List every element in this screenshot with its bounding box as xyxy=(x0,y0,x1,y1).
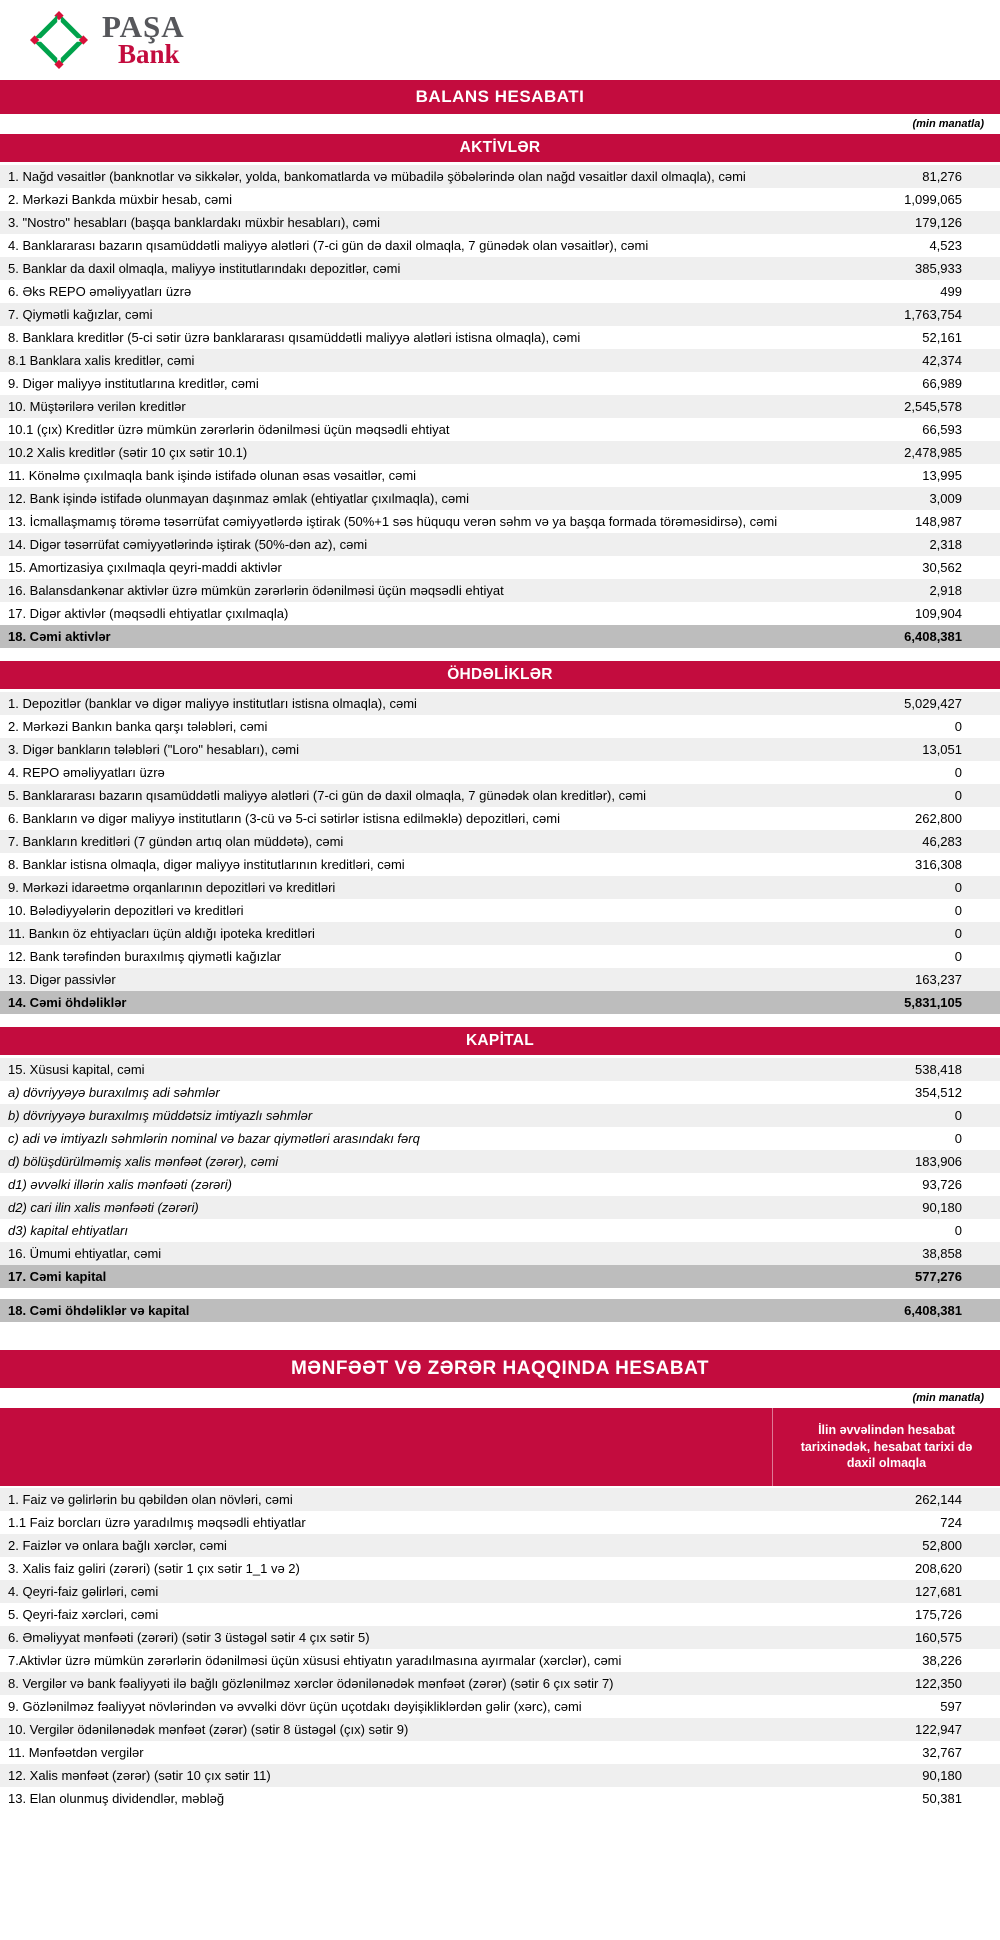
table-row xyxy=(0,1081,1000,1104)
table-row xyxy=(0,1265,1000,1288)
row-label: 8. Banklar istisna olmaqla, digər maliyyə institutlarının kreditləri, cəmi xyxy=(8,856,405,872)
row-value: 2,918 xyxy=(929,583,962,598)
row-value: 0 xyxy=(954,926,962,941)
section-gap xyxy=(0,648,1000,661)
row-value: 2,318 xyxy=(929,537,962,552)
table-row xyxy=(0,1173,1000,1196)
row-value: 13,995 xyxy=(922,468,962,483)
table-row xyxy=(0,876,1000,899)
row-value: 577,276 xyxy=(915,1269,962,1284)
table-row xyxy=(0,579,1000,602)
row-value: 52,161 xyxy=(922,330,962,345)
table-row xyxy=(0,922,1000,945)
table-row xyxy=(0,761,1000,784)
table-row xyxy=(0,692,1000,715)
pnl-title: MƏNFƏƏT VƏ ZƏRƏR HAQQINDA HESABAT xyxy=(0,1350,1000,1388)
row-value: 90,180 xyxy=(922,1200,962,1215)
table-row xyxy=(0,1557,1000,1580)
row-value: 90,180 xyxy=(922,1768,962,1783)
row-value: 52,800 xyxy=(922,1538,962,1553)
row-value: 93,726 xyxy=(922,1177,962,1192)
row-label: 13. İcmallaşmamış törəmə təsərrüfat cəmiyyətlərdə iştirak (50%+1 səs hüququ verən səhm və ya başqa formada törəməsidirsə), cəmi xyxy=(8,513,778,529)
row-label: 8.1 Banklara xalis kreditlər, cəmi xyxy=(8,352,195,368)
row-value: 66,989 xyxy=(922,376,962,391)
table-row xyxy=(0,1649,1000,1672)
row-label: 2. Mərkəzi Bankın banka qarşı tələbləri, cəmi xyxy=(8,718,268,734)
row-label: b) dövriyyəyə buraxılmış müddətsiz imtiyazlı səhmlər xyxy=(8,1107,313,1123)
row-value: 5,831,105 xyxy=(904,995,962,1010)
row-label xyxy=(0,1291,850,1297)
logo-wordmark xyxy=(102,8,185,70)
row-label: 6. Əks REPO əməliyyatları üzrə xyxy=(8,283,192,299)
row-value: 183,906 xyxy=(915,1154,962,1169)
table-row xyxy=(0,510,1000,533)
row-label: 9. Digər maliyyə institutlarına kreditlər, cəmi xyxy=(8,375,259,391)
row-label: a) dövriyyəyə buraxılmış adi səhmlər xyxy=(8,1084,220,1100)
row-value: 262,144 xyxy=(915,1492,962,1507)
row-label: 10. Vergilər ödənilənədək mənfəət (zərər) (sətir 8 üstəgəl (çıx) sətir 9) xyxy=(8,1721,409,1737)
row-value: 1,763,754 xyxy=(904,307,962,322)
row-label: 1. Faiz və gəlirlərin bu qəbildən olan növləri, cəmi xyxy=(8,1491,293,1507)
table-row xyxy=(0,784,1000,807)
row-value: 354,512 xyxy=(915,1085,962,1100)
bottom-spacer xyxy=(0,1810,1000,1824)
table-row xyxy=(0,1741,1000,1764)
table-row xyxy=(0,625,1000,648)
row-value: 46,283 xyxy=(922,834,962,849)
row-value: 316,308 xyxy=(915,857,962,872)
row-value: 597 xyxy=(940,1699,962,1714)
table-row xyxy=(0,188,1000,211)
row-value: 160,575 xyxy=(915,1630,962,1645)
table-row xyxy=(0,234,1000,257)
row-value: 0 xyxy=(954,880,962,895)
row-value: 262,800 xyxy=(915,811,962,826)
row-label: 4. REPO əməliyyatları üzrə xyxy=(8,764,165,780)
table-row xyxy=(0,1787,1000,1810)
row-label: d) bölüşdürülməmiş xalis mənfəət (zərər), cəmi xyxy=(8,1153,279,1169)
row-label: 9. Gözlənilməz fəaliyyət növlərindən və əvvəlki dövr üçün uçotdakı dəyişikliklərdən gəlir (xərc), cəmi xyxy=(8,1698,582,1714)
row-value: 499 xyxy=(940,284,962,299)
table-row xyxy=(0,1764,1000,1787)
row-label: c) adi və imtiyazlı səhmlərin nominal və bazar qiymətləri arasındakı fərq xyxy=(8,1130,420,1146)
table-row xyxy=(0,1603,1000,1626)
table-row xyxy=(0,1695,1000,1718)
table-row xyxy=(0,349,1000,372)
row-value: 38,858 xyxy=(922,1246,962,1261)
row-value: 30,562 xyxy=(922,560,962,575)
table-row xyxy=(0,1718,1000,1741)
table-row xyxy=(0,211,1000,234)
row-value: 175,726 xyxy=(915,1607,962,1622)
row-label: 13. Elan olunmuş dividendlər, məbləğ xyxy=(8,1790,225,1806)
pnl-column-header-row xyxy=(0,1408,1000,1486)
liabilities-table xyxy=(0,692,1000,1014)
row-value: 538,418 xyxy=(915,1062,962,1077)
logo-text-pasha: PAŞA xyxy=(102,8,185,44)
pasha-bank-logo-icon xyxy=(30,11,88,69)
row-label: 14. Digər təsərrüfat cəmiyyətlərində iştirak (50%-dən az), cəmi xyxy=(8,536,368,552)
row-label: 17. Cəmi kapital xyxy=(8,1268,107,1284)
table-row xyxy=(0,280,1000,303)
bank-masthead xyxy=(0,0,1000,80)
row-value: 32,767 xyxy=(922,1745,962,1760)
row-label: d2) cari ilin xalis mənfəəti (zərəri) xyxy=(8,1199,199,1215)
row-label: d3) kapital ehtiyatları xyxy=(8,1222,128,1238)
row-label: 2. Mərkəzi Bankda müxbir hesab, cəmi xyxy=(8,191,232,207)
table-row xyxy=(0,303,1000,326)
table-row xyxy=(0,991,1000,1014)
table-row xyxy=(0,830,1000,853)
row-value: 0 xyxy=(954,1223,962,1238)
table-row xyxy=(0,487,1000,510)
row-value: 724 xyxy=(940,1515,962,1530)
pnl-header-spacer xyxy=(0,1408,772,1486)
row-label: 7.Aktivlər üzrə mümkün zərərlərin ödənilməsi üçün xüsusi ehtiyatın yaradılmasına ayırmalar (xərclər), cəmi xyxy=(8,1652,622,1668)
row-value: 385,933 xyxy=(915,261,962,276)
row-label: 18. Cəmi aktivlər xyxy=(8,628,111,644)
row-value: 122,947 xyxy=(915,1722,962,1737)
row-label: 10. Bələdiyyələrin depozitləri və kreditləri xyxy=(8,902,244,918)
table-row xyxy=(0,441,1000,464)
row-value: 1,099,065 xyxy=(904,192,962,207)
row-label: 1. Nağd vəsaitlər (banknotlar və sikkələr, yolda, bankomatlarda və mübadilə şöbələrində olan nağd vəsaitlər daxil olmaqla), cəmi xyxy=(8,168,746,184)
table-row xyxy=(0,1219,1000,1242)
balance-unit-note: (min manatla) xyxy=(912,118,984,130)
table-row xyxy=(0,602,1000,625)
capital-table xyxy=(0,1058,1000,1322)
row-label: 3. Xalis faiz gəliri (zərəri) (sətir 1 çıx sətir 1_1 və 2) xyxy=(8,1560,300,1576)
row-label: 12. Xalis mənfəət (zərər) (sətir 10 çıx sətir 11) xyxy=(8,1767,271,1783)
row-label: 2. Faizlər və onlara bağlı xərclər, cəmi xyxy=(8,1537,227,1553)
row-label: 3. "Nostro" hesabları (başqa banklardakı müxbir hesabları), cəmi xyxy=(8,214,380,230)
row-value: 38,226 xyxy=(922,1653,962,1668)
row-value: 66,593 xyxy=(922,422,962,437)
row-label: 1.1 Faiz borcları üzrə yaradılmış məqsədli ehtiyatlar xyxy=(8,1514,306,1530)
logo-text-bank: Bank xyxy=(118,39,180,70)
pnl-period-column-header: İlin əvvəlindən hesabat tarixinədək, hesabat tarixi də daxil olmaqla xyxy=(772,1408,1000,1486)
row-label: 7. Qiymətli kağızlar, cəmi xyxy=(8,306,153,322)
table-row xyxy=(0,968,1000,991)
table-row xyxy=(0,1580,1000,1603)
row-label: 5. Banklararası bazarın qısamüddətli maliyyə alətləri (7-ci gün də daxil olmaqla, 7 günədək olan kreditlər), cəmi xyxy=(8,787,647,803)
row-label: d1) əvvəlki illərin xalis mənfəəti (zərəri) xyxy=(8,1176,232,1192)
row-value: 4,523 xyxy=(929,238,962,253)
row-value: 0 xyxy=(954,1131,962,1146)
row-value: 109,904 xyxy=(915,606,962,621)
row-value: 127,681 xyxy=(915,1584,962,1599)
row-label: 18. Cəmi öhdəliklər və kapital xyxy=(8,1302,190,1318)
table-row xyxy=(0,395,1000,418)
row-value: 179,126 xyxy=(915,215,962,230)
balance-sheet-title: BALANS HESABATI xyxy=(0,80,1000,114)
row-value: 0 xyxy=(954,719,962,734)
row-value: 6,408,381 xyxy=(904,629,962,644)
table-row xyxy=(0,165,1000,188)
table-row xyxy=(0,1058,1000,1081)
row-label: 14. Cəmi öhdəliklər xyxy=(8,994,127,1010)
row-label: 16. Balansdankənar aktivlər üzrə mümkün zərərlərin ödənilməsi üçün məqsədli ehtiyat xyxy=(8,582,504,598)
row-label: 11. Mənfəətdən vergilər xyxy=(8,1744,144,1760)
row-value: 5,029,427 xyxy=(904,696,962,711)
pnl-unit-note: (min manatla) xyxy=(912,1392,984,1404)
table-row xyxy=(0,257,1000,280)
row-value: 0 xyxy=(954,903,962,918)
row-label: 12. Bank tərəfindən buraxılmış qiymətli kağızlar xyxy=(8,948,282,964)
row-label: 11. Könəlmə çıxılmaqla bank işində istifadə olunan əsas vəsaitlər, cəmi xyxy=(8,467,417,483)
table-row xyxy=(0,1299,1000,1322)
row-value: 208,620 xyxy=(915,1561,962,1576)
table-row xyxy=(0,1672,1000,1695)
pnl-table xyxy=(0,1488,1000,1810)
row-value: 163,237 xyxy=(915,972,962,987)
table-row xyxy=(0,1626,1000,1649)
row-value: 0 xyxy=(954,765,962,780)
row-value: 0 xyxy=(954,1108,962,1123)
liabilities-section-header: ÖHDƏLİKLƏR xyxy=(0,661,1000,689)
row-label: 1. Depozitlər (banklar və digər maliyyə institutları istisna olmaqla), cəmi xyxy=(8,695,417,711)
row-value: 2,478,985 xyxy=(904,445,962,460)
table-row xyxy=(0,1242,1000,1265)
assets-table xyxy=(0,165,1000,648)
row-label: 3. Digər bankların tələbləri ("Loro" hesabları), cəmi xyxy=(8,741,300,757)
table-row xyxy=(0,372,1000,395)
row-value: 0 xyxy=(954,949,962,964)
row-label: 5. Banklar da daxil olmaqla, maliyyə institutlarındakı depozitlər, cəmi xyxy=(8,260,401,276)
row-label: 10. Müştərilərə verilən kreditlər xyxy=(8,398,186,414)
row-label: 6. Əməliyyat mənfəəti (zərəri) (sətir 3 üstəgəl sətir 4 çıx sətir 5) xyxy=(8,1629,370,1645)
row-label: 5. Qeyri-faiz xərcləri, cəmi xyxy=(8,1606,159,1622)
table-row xyxy=(0,1150,1000,1173)
row-value: 13,051 xyxy=(922,742,962,757)
row-label: 17. Digər aktivlər (məqsədli ehtiyatlar çıxılmaqla) xyxy=(8,605,289,621)
table-row xyxy=(0,1196,1000,1219)
row-value: 148,987 xyxy=(915,514,962,529)
table-row xyxy=(0,738,1000,761)
row-label: 12. Bank işində istifadə olunmayan daşınmaz əmlak (ehtiyatlar çıxılmaqla), cəmi xyxy=(8,490,469,506)
table-row xyxy=(0,326,1000,349)
table-row xyxy=(0,464,1000,487)
table-row xyxy=(0,1488,1000,1511)
row-label: 16. Ümumi ehtiyatlar, cəmi xyxy=(8,1245,162,1261)
row-label: 15. Xüsusi kapital, cəmi xyxy=(8,1061,145,1077)
row-label: 4. Qeyri-faiz gəlirləri, cəmi xyxy=(8,1583,159,1599)
row-label: 7. Bankların kreditləri (7 gündən artıq olan müddətə), cəmi xyxy=(8,833,344,849)
row-label: 8. Vergilər və bank fəaliyyəti ilə bağlı gözlənilməz xərclər ödənilənədək mənfəət (zərər) (sətir 6 çıx sətir 7) xyxy=(8,1675,614,1691)
assets-section-header: AKTİVLƏR xyxy=(0,134,1000,162)
table-row xyxy=(0,899,1000,922)
table-row xyxy=(0,1288,1000,1299)
table-row xyxy=(0,418,1000,441)
row-label: 15. Amortizasiya çıxılmaqla qeyri-maddi aktivlər xyxy=(8,559,282,575)
row-value: 2,545,578 xyxy=(904,399,962,414)
row-label: 6. Bankların və digər maliyyə institutların (3-cü və 5-ci sətirlər istisna edilməklə) depozitləri, cəmi xyxy=(8,810,560,826)
row-value: 42,374 xyxy=(922,353,962,368)
capital-section-header: KAPİTAL xyxy=(0,1027,1000,1055)
row-label: 13. Digər passivlər xyxy=(8,971,116,987)
table-row xyxy=(0,556,1000,579)
row-label: 9. Mərkəzi idarəetmə orqanlarının depozitləri və kreditləri xyxy=(8,879,336,895)
row-label: 11. Bankın öz ehtiyacları üçün aldığı ipoteka kreditləri xyxy=(8,925,315,941)
row-value: 50,381 xyxy=(922,1791,962,1806)
row-value: 81,276 xyxy=(922,169,962,184)
table-row xyxy=(0,807,1000,830)
row-label: 10.1 (çıx) Kreditlər üzrə mümkün zərərlərin ödənilməsi üçün məqsədli ehtiyat xyxy=(8,421,450,437)
table-row xyxy=(0,945,1000,968)
table-row xyxy=(0,1104,1000,1127)
table-row xyxy=(0,1511,1000,1534)
row-value: 122,350 xyxy=(915,1676,962,1691)
row-label: 4. Banklararası bazarın qısamüddətli maliyyə alətləri (7-ci gün də daxil olmaqla, 7 günədək olan vəsaitlər), cəmi xyxy=(8,237,649,253)
table-row xyxy=(0,715,1000,738)
row-value: 0 xyxy=(954,788,962,803)
table-row xyxy=(0,533,1000,556)
table-row xyxy=(0,853,1000,876)
row-value: 6,408,381 xyxy=(904,1303,962,1318)
table-row xyxy=(0,1127,1000,1150)
row-label: 8. Banklara kreditlər (5-ci sətir üzrə banklararası qısamüddətli maliyyə alətləri istisna olmaqla), cəmi xyxy=(8,329,581,345)
section-gap xyxy=(0,1014,1000,1027)
row-label: 10.2 Xalis kreditlər (sətir 10 çıx sətir 10.1) xyxy=(8,444,248,460)
table-row xyxy=(0,1534,1000,1557)
row-value: 3,009 xyxy=(929,491,962,506)
